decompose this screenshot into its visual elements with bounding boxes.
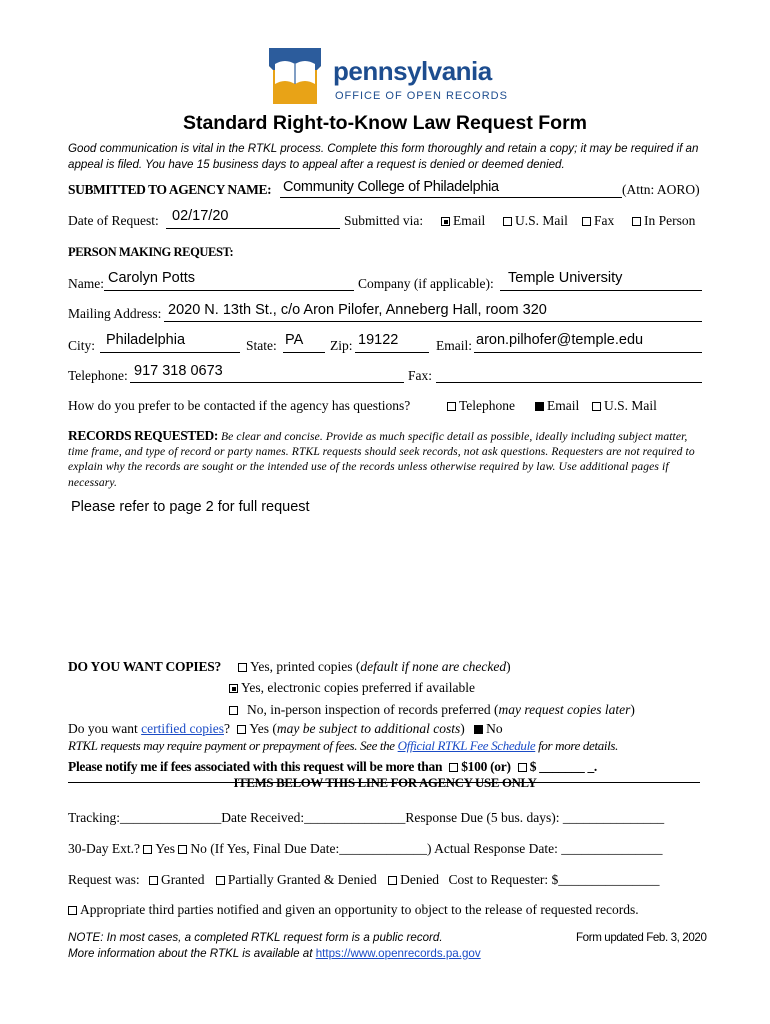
name-label: Name: [68, 276, 104, 291]
request-was-row: Request was: Granted Partially Granted & Denied Denied Cost to Requester: $_______________ [68, 872, 660, 887]
contact-mail-option[interactable]: U.S. Mail [592, 398, 657, 414]
date-label: Date of Request: [68, 213, 159, 228]
company-label: Company (if applicable): [358, 276, 494, 291]
tracking-row: Tracking:_______________Date Received:_______________Response Due (5 bus. days): _______________ [68, 810, 665, 825]
footer-more: More information about the RTKL is available at https://www.openrecords.pa.gov [68, 947, 481, 960]
mailing-field[interactable]: 2020 N. 13th St., c/o Aron Pilofer, Anneberg Hall, room 320 [168, 302, 547, 318]
contact-email-option[interactable]: Email [535, 398, 579, 414]
certified-yes-option[interactable]: Yes (may be subject to additional costs) [237, 721, 464, 736]
zip-label: Zip: [330, 338, 353, 353]
mail-checkbox[interactable] [503, 217, 512, 226]
mailing-label: Mailing Address: [68, 306, 162, 321]
name-field[interactable]: Carolyn Potts [108, 270, 196, 286]
city-line [100, 352, 240, 353]
notify-100-option[interactable]: $100 (or) [449, 759, 510, 774]
records-block [68, 428, 708, 490]
certified-no-checkbox[interactable] [474, 725, 483, 734]
keystone-book-icon [263, 44, 327, 108]
copies-electronic-checkbox[interactable] [229, 684, 238, 693]
notify-100-checkbox[interactable] [449, 763, 458, 772]
extension-row: 30-Day Ext.? Yes No (If Yes, Final Due Date:_____________) Actual Response Date: _______________ [68, 841, 663, 856]
state-line [283, 352, 325, 353]
notify-custom-option[interactable]: $ _______ _. [518, 759, 597, 774]
certified-row: Do you want certified copies? Yes (may be subject to additional costs) No [68, 721, 503, 736]
certified-copies-link[interactable]: certified copies [141, 721, 224, 736]
date-line [166, 228, 340, 229]
ext-no-checkbox[interactable] [178, 845, 187, 854]
copies-inspection-option[interactable]: No, in-person inspection of records preferred (may request copies later) [229, 702, 635, 718]
agency-line [280, 197, 622, 198]
contact-telephone-checkbox[interactable] [447, 402, 456, 411]
copies-inspection-checkbox[interactable] [229, 706, 238, 715]
granted-checkbox[interactable] [149, 876, 158, 885]
contact-question: How do you prefer to be contacted if the agency has questions? [68, 398, 411, 413]
company-field[interactable]: Temple University [508, 270, 623, 286]
form-updated: Form updated Feb. 3, 2020 [576, 931, 707, 944]
intro-text: Good communication is vital in the RTKL process. Complete this form thoroughly and retain a copy; it may be required if an appeal is filed. You have 15 business days to appeal after a request is denied or deemed denied. [68, 142, 699, 171]
email-field[interactable]: aron.pilhofer@temple.edu [476, 332, 644, 348]
city-label: City: [68, 338, 96, 353]
submitted-via-label: Submitted via: [344, 213, 424, 228]
email-label: Email: [436, 338, 472, 353]
certified-yes-checkbox[interactable] [237, 725, 246, 734]
telephone-field[interactable]: 917 318 0673 [134, 363, 223, 379]
logo-brand: pennsylvania [333, 56, 492, 86]
third-party-checkbox[interactable] [68, 906, 77, 915]
state-field[interactable]: PA [285, 332, 304, 348]
submit-inperson-option[interactable]: In Person [632, 213, 695, 229]
third-party-row: Appropriate third parties notified and given an opportunity to object to the release of requested records. [68, 902, 639, 918]
logo-office: OFFICE OF OPEN RECORDS [335, 90, 508, 102]
copies-question: DO YOU WANT COPIES? [68, 659, 222, 674]
zip-line [355, 352, 429, 353]
mailing-line [164, 321, 702, 322]
ext-yes-checkbox[interactable] [143, 845, 152, 854]
contact-telephone-option[interactable]: Telephone [447, 398, 515, 414]
notify-custom-checkbox[interactable] [518, 763, 527, 772]
records-instructions: Be clear and concise. Provide as much specific detail as possible, ideally including subject matter, time frame, and type of record or party names. RTKL requests should seek records, not ask questions. Requesters are not required to explain why the records are sought or the intended use of the records unless otherwise required by law. Use additional pages if necessary. [68, 430, 695, 489]
city-field[interactable]: Philadelphia [106, 332, 186, 348]
telephone-label: Telephone: [68, 368, 128, 383]
email-checkbox[interactable] [441, 217, 450, 226]
agency-use-heading: ITEMS BELOW THIS LINE FOR AGENCY USE ONLY [233, 776, 537, 790]
contact-email-checkbox[interactable] [535, 402, 544, 411]
agency-attn: (Attn: AORO) [622, 182, 700, 197]
denied-checkbox[interactable] [388, 876, 397, 885]
submit-fax-option[interactable]: Fax [582, 213, 614, 229]
footer-note: NOTE: In most cases, a completed RTKL request form is a public record. [68, 931, 443, 944]
agency-label: SUBMITTED TO AGENCY NAME: [68, 182, 272, 197]
contact-mail-checkbox[interactable] [592, 402, 601, 411]
partial-checkbox[interactable] [216, 876, 225, 885]
certified-no-option[interactable]: No [474, 721, 503, 736]
records-heading: RECORDS REQUESTED: [68, 428, 218, 443]
form-title: Standard Right-to-Know Law Request Form [182, 112, 588, 134]
submit-mail-option[interactable]: U.S. Mail [503, 213, 568, 229]
email-line [474, 352, 702, 353]
company-line [500, 290, 702, 291]
inperson-checkbox[interactable] [632, 217, 641, 226]
copies-printed-checkbox[interactable] [238, 663, 247, 672]
date-field[interactable]: 02/17/20 [172, 208, 229, 224]
fee-schedule-link[interactable]: Official RTKL Fee Schedule [397, 738, 536, 753]
person-heading: PERSON MAKING REQUEST: [68, 245, 234, 259]
records-field[interactable]: Please refer to page 2 for full request [71, 499, 310, 515]
name-line [104, 290, 354, 291]
copies-electronic-option[interactable]: Yes, electronic copies preferred if available [229, 680, 475, 696]
telephone-line [130, 382, 404, 383]
submit-email-option[interactable]: Email [441, 213, 485, 229]
fax-checkbox[interactable] [582, 217, 591, 226]
agency-field[interactable]: Community College of Philadelphia [283, 179, 499, 195]
fees-note: RTKL requests may require payment or prepayment of fees. See the Official RTKL Fee Schedule for more details. [68, 738, 619, 753]
logo [263, 44, 513, 108]
openrecords-link[interactable]: https://www.openrecords.pa.gov [315, 947, 481, 960]
notify-row: Please notify me if fees associated with this request will be more than $100 (or) $ _______ _. [68, 759, 598, 774]
zip-field[interactable]: 19122 [358, 332, 399, 348]
copies-printed-option[interactable]: Yes, printed copies (default if none are checked) [238, 659, 511, 675]
state-label: State: [246, 338, 277, 353]
fax-line [436, 382, 702, 383]
fax-label: Fax: [408, 368, 433, 383]
